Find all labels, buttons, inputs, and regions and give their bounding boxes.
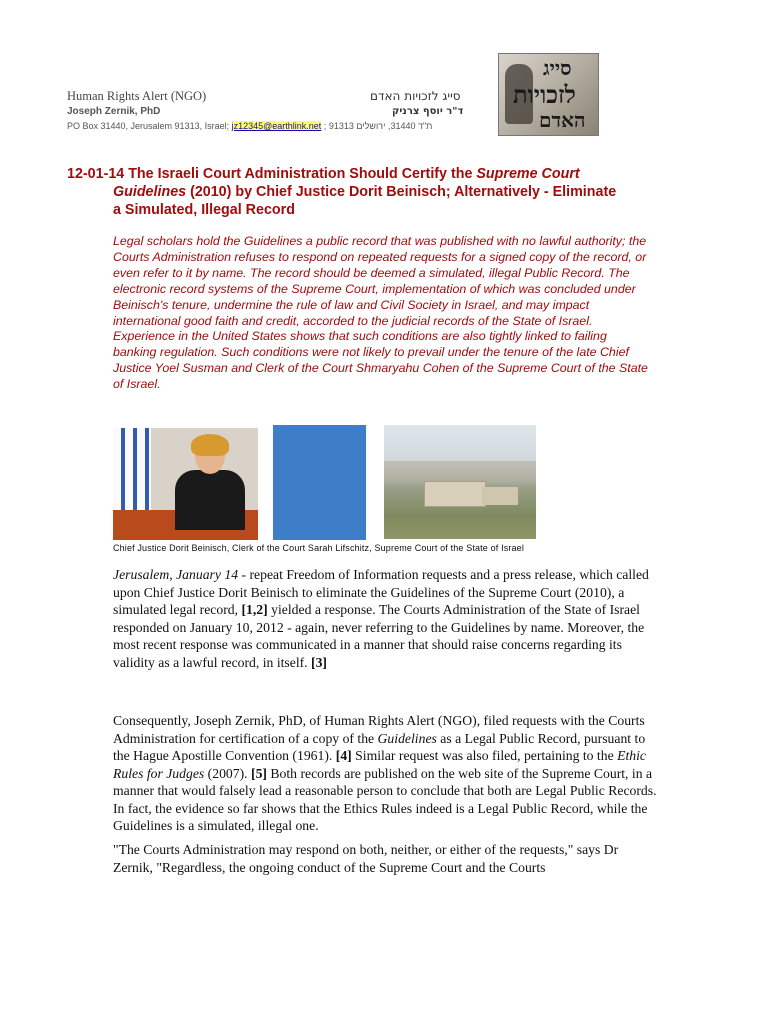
hill-graphic (384, 461, 536, 481)
paragraph-3: "The Courts Administration may respond on both, neither, or either of the requests," says Dr Zernik, "Regardless, the ongoing conduct of the Supreme Court and the Courts (113, 842, 619, 875)
logo-text-2: לזכויות (513, 80, 576, 109)
headline-part-1: 12-01-14 The Israeli Court Administration Should Certify the (67, 166, 477, 182)
dateline: Jerusalem, January 14 (113, 567, 239, 582)
photo-supreme-court (384, 425, 536, 539)
photo-placeholder-blue (273, 425, 366, 540)
photo-caption: Chief Justice Dorit Beinisch, Clerk of the Court Sarah Lifschitz, Supreme Court of the State of Israel (113, 543, 524, 553)
email-link[interactable]: jz12345@earthlink.net (231, 121, 322, 131)
p2-text-c: Similar request was also filed, pertaining to the (351, 748, 618, 763)
building-graphic-2 (482, 487, 518, 505)
p2-text-d: (2007). (204, 765, 252, 781)
headline-italic-2: Guidelines (113, 184, 187, 200)
headline (67, 165, 647, 219)
headline-part-2: (2010) by Chief Justice Dorit Beinisch; Alternatively - Eliminate (186, 184, 617, 200)
ngo-logo (498, 53, 599, 136)
contact-line (67, 121, 432, 131)
ref-5: [5] (251, 765, 267, 781)
address-suffix: ; ת"ד 31440, ירושלים 91313 (321, 121, 433, 131)
abstract: Legal scholars hold the Guidelines a public record that was published with no lawful authority; the Courts Administration refuses to respond on repeated requests for a signed copy of the record, or even refer to it by name. The record should be deemed a simulated, illegal Public Record. The electronic record systems of the Supreme Court, implementation of which was concluded under Beinisch's tenure, undermine the rule of law and Civil Society in Israel, and may impact international good faith and credit, accorded to the judicial records of the State of Israel. Experience in the United States shows that such conditions are also tightly linked to failing banking regulation. Such conditions were not likely to prevail under the tenure of the late Chief Justice Yoel Susman and Clerk of the Court Shmaryahu Cohen of the Supreme Court of the State of Israel. (113, 234, 648, 392)
org-name: Human Rights Alert (NGO) (67, 89, 207, 103)
p1-text-a: - repeat Freedom of Information requests and a press release, which called upon Chief Justice Dorit Beinisch to eliminate the Guidelines of the Supreme Court (2010), a simulated legal record, (113, 567, 649, 617)
ref-1-2: [1,2] (241, 602, 268, 617)
photo-chief-justice (113, 428, 258, 540)
building-graphic (424, 481, 486, 507)
paragraph-1 (113, 566, 658, 671)
p2-italic-ethic-rules: Ethic Rules for Judges (113, 748, 646, 781)
ref-4: [4] (335, 748, 352, 763)
paragraph-2 (113, 712, 658, 835)
robe-graphic (175, 470, 245, 530)
address-prefix: PO Box 31440, Jerusalem 91313, Israel; (67, 121, 232, 131)
headline-italic-1: Supreme Court (476, 166, 580, 182)
headline-line-2 (67, 183, 647, 201)
headline-line-3: a Simulated, Illegal Record (113, 202, 295, 218)
p2-italic-guidelines: Guidelines (377, 730, 437, 746)
author-name: Joseph Zernik, PhD (67, 106, 161, 117)
hebrew-author-name: ד"ר יוסף צרניק (392, 106, 464, 117)
p2-text-b: as a Legal Public Record, pursuant to the Hague Apostille Convention (1961). (113, 730, 646, 763)
hair-graphic (191, 434, 229, 456)
p1-text-b: yielded a response. The Courts Administration of the State of Israel responded on January 10, 2012 - again, never referring to the Guidelines by name. Moreover, the most recent response was communicated in a manner that should raise concerns regarding its validity as a lawful record, in itself. (113, 602, 645, 670)
logo-text-3: האדם (539, 108, 586, 132)
ref-3: [3] (311, 654, 327, 670)
p2-text-a: Consequently, Joseph Zernik, PhD, of Human Rights Alert (NGO), filed requests with the Courts Administration for certification of a copy of the (113, 713, 645, 746)
hebrew-org-name: סייג לזכויות האדם (370, 89, 461, 103)
logo-text-1: סייג (543, 56, 572, 80)
p2-text-e: Both records are published on the web site of the Supreme Court, in a manner that would falsely lead a reasonable person to conclude that both are Legal Public Records. In fact, the evidence so far shows that the Ethics Rules indeed is a Legal Public Record, while the Guidelines is a simulated, illegal one. (113, 765, 657, 833)
